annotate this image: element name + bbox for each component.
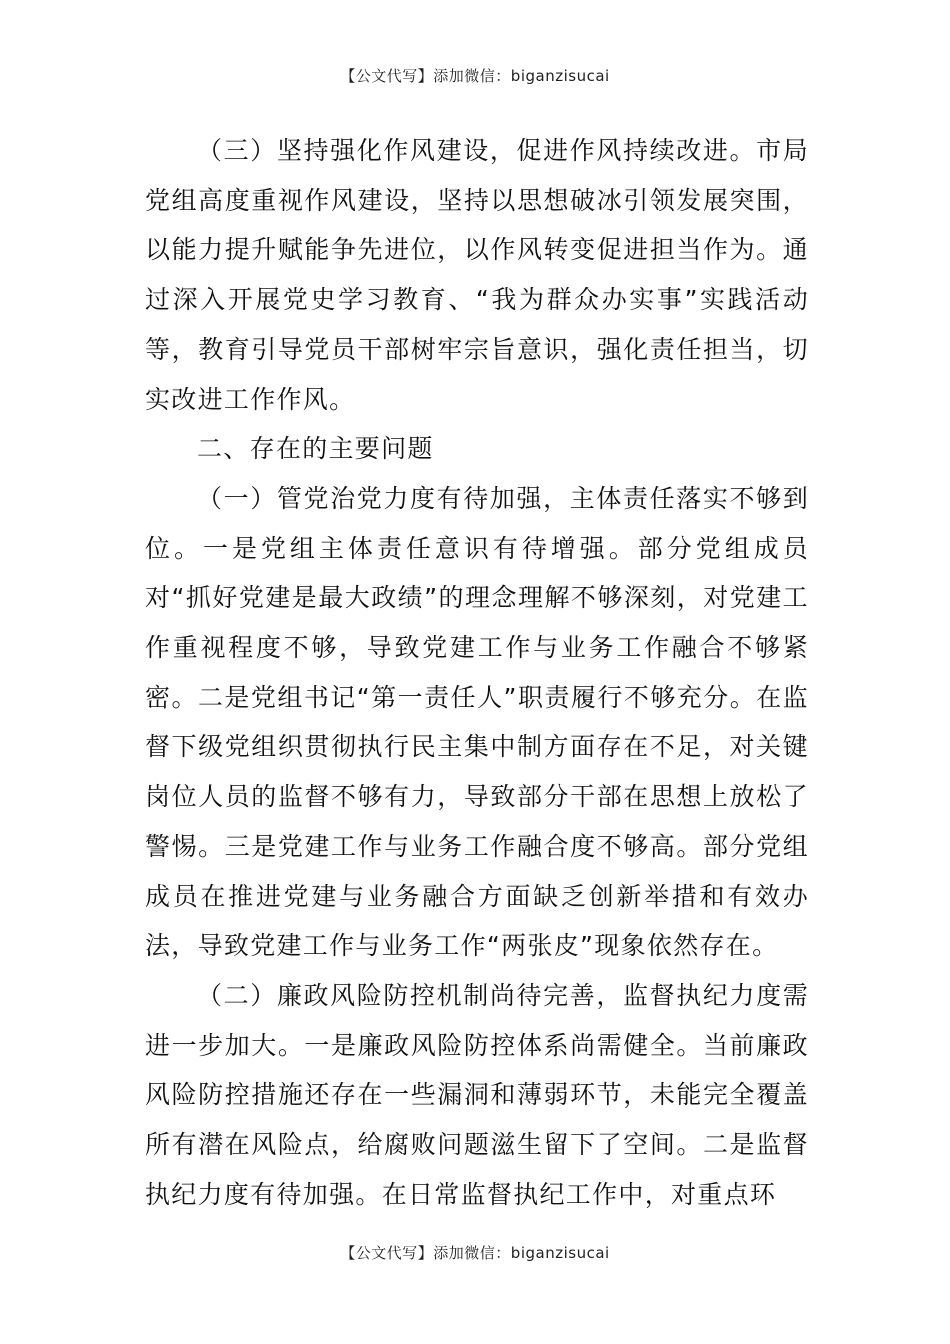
paragraph-style-improvement: （三）坚持强化作风建设，促进作风持续改进。市局党组高度重视作风建设，坚持以思想破冰引领发展突围，以能力提升赋能争先进位，以作风转变促进担当作为。通过深入开展党史学习教育、“我为群众办实事”实践活动等，教育引导党员干部树牢宗旨意识，强化责任担当，切实改进工作作风。	[145, 136, 809, 414]
section-heading-main-problems: 二、存在的主要问题	[197, 434, 434, 464]
footer-watermark: 【公文代写】添加微信：biganzisucai	[340, 1244, 610, 1262]
paragraph-party-governance: （一）管党治党力度有待加强，主体责任落实不够到位。一是党组主体责任意识有待增强。部分党组成员对“抓好党建是最大政绩”的理念理解不够深刻，对党建工作重视程度不够，导致党建工作与业务工作融合不够紧密。二是党组书记“第一责任人”职责履行不够充分。在监督下级党组织贯彻执行民主集中制方面存在不足，对关键岗位人员的监督不够有力，导致部分干部在思想上放松了警惕。三是党建工作与业务工作融合度不够高。部分党组成员在推进党建与业务融合方面缺乏创新举措和有效办法，导致党建工作与业务工作“两张皮”现象依然存在。	[145, 483, 809, 961]
paragraph-integrity-risk: （二）廉政风险防控机制尚待完善，监督执纪力度需进一步加大。一是廉政风险防控体系尚需健全。当前廉政风险防控措施还存在一些漏洞和薄弱环节，未能完全覆盖所有潜在风险点，给腐败问题滋生留下了空间。二是监督执纪力度有待加强。在日常监督执纪工作中，对重点环	[145, 980, 809, 1209]
document-body	[145, 126, 809, 1219]
header-watermark: 【公文代写】添加微信：biganzisucai	[340, 67, 610, 85]
